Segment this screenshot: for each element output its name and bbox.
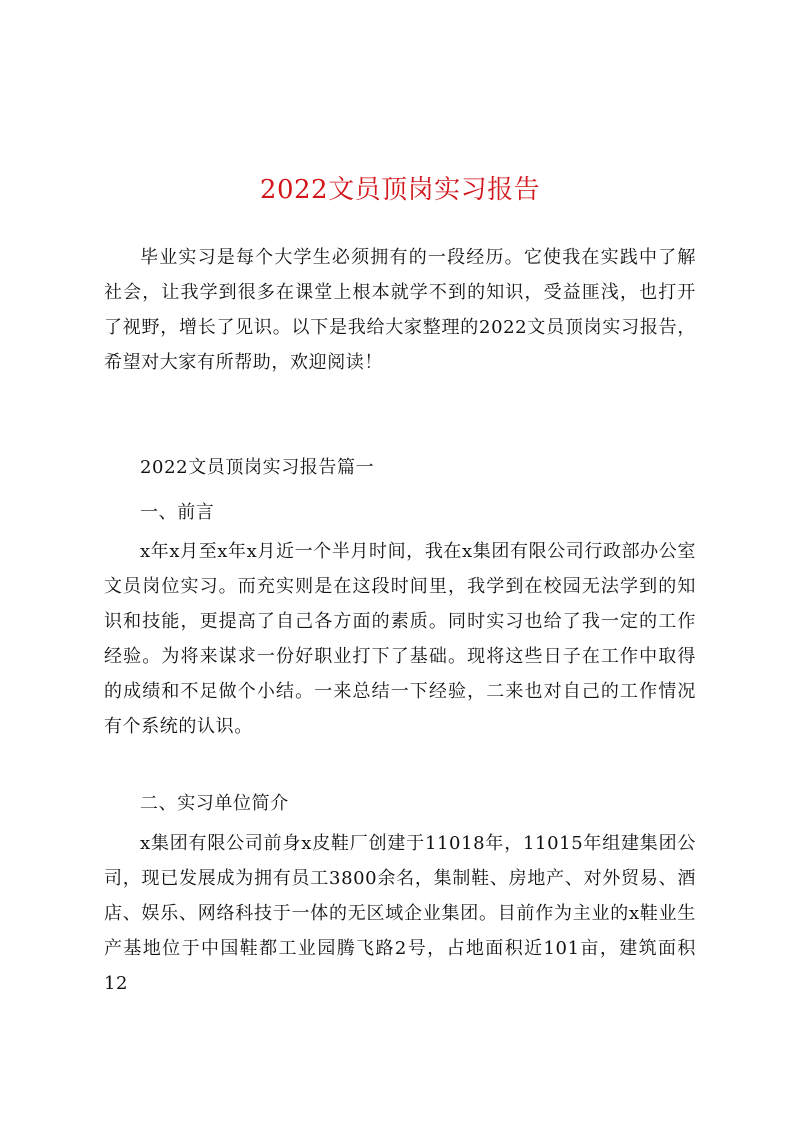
section-heading-preface: 一、前言: [140, 502, 215, 523]
section-heading-company-intro: 二、实习单位简介: [140, 793, 289, 814]
section-paragraph-company-intro: x集团有限公司前身x皮鞋厂创建于11018年，11015年组建集团公司，现已发展成为拥有员工3800余名，集制鞋、房地产、对外贸易、酒店、娱乐、网络科技于一体的无区域企业集团。目前作为主业的x鞋业生产基地位于中国鞋都工业园腾飞路2号，占地面积近101亩，建筑面积12: [104, 833, 696, 994]
section-paragraph-preface: x年x月至x年x月近一个半月时间，我在x集团有限公司行政部办公室文员岗位实习。而充实则是在这段时间里，我学到在校园无法学到的知识和技能，更提高了自己各方面的素质。同时实习也给了我一定的工作经验。为将来谋求一份好职业打下了基础。现将这些日子在工作中取得的成绩和不足做个小结。一来总结一下经验，二来也对自己的工作情况有个系统的认识。: [104, 541, 696, 737]
document-title: 2022文员顶岗实习报告: [259, 175, 541, 205]
article-heading: 2022文员顶岗实习报告篇一: [140, 457, 375, 478]
intro-paragraph: 毕业实习是每个大学生必须拥有的一段经历。它使我在实践中了解社会，让我学到很多在课堂上根本就学不到的知识，受益匪浅，也打开了视野，增长了见识。以下是我给大家整理的2022文员顶岗实习报告，希望对大家有所帮助，欢迎阅读！: [104, 247, 696, 373]
